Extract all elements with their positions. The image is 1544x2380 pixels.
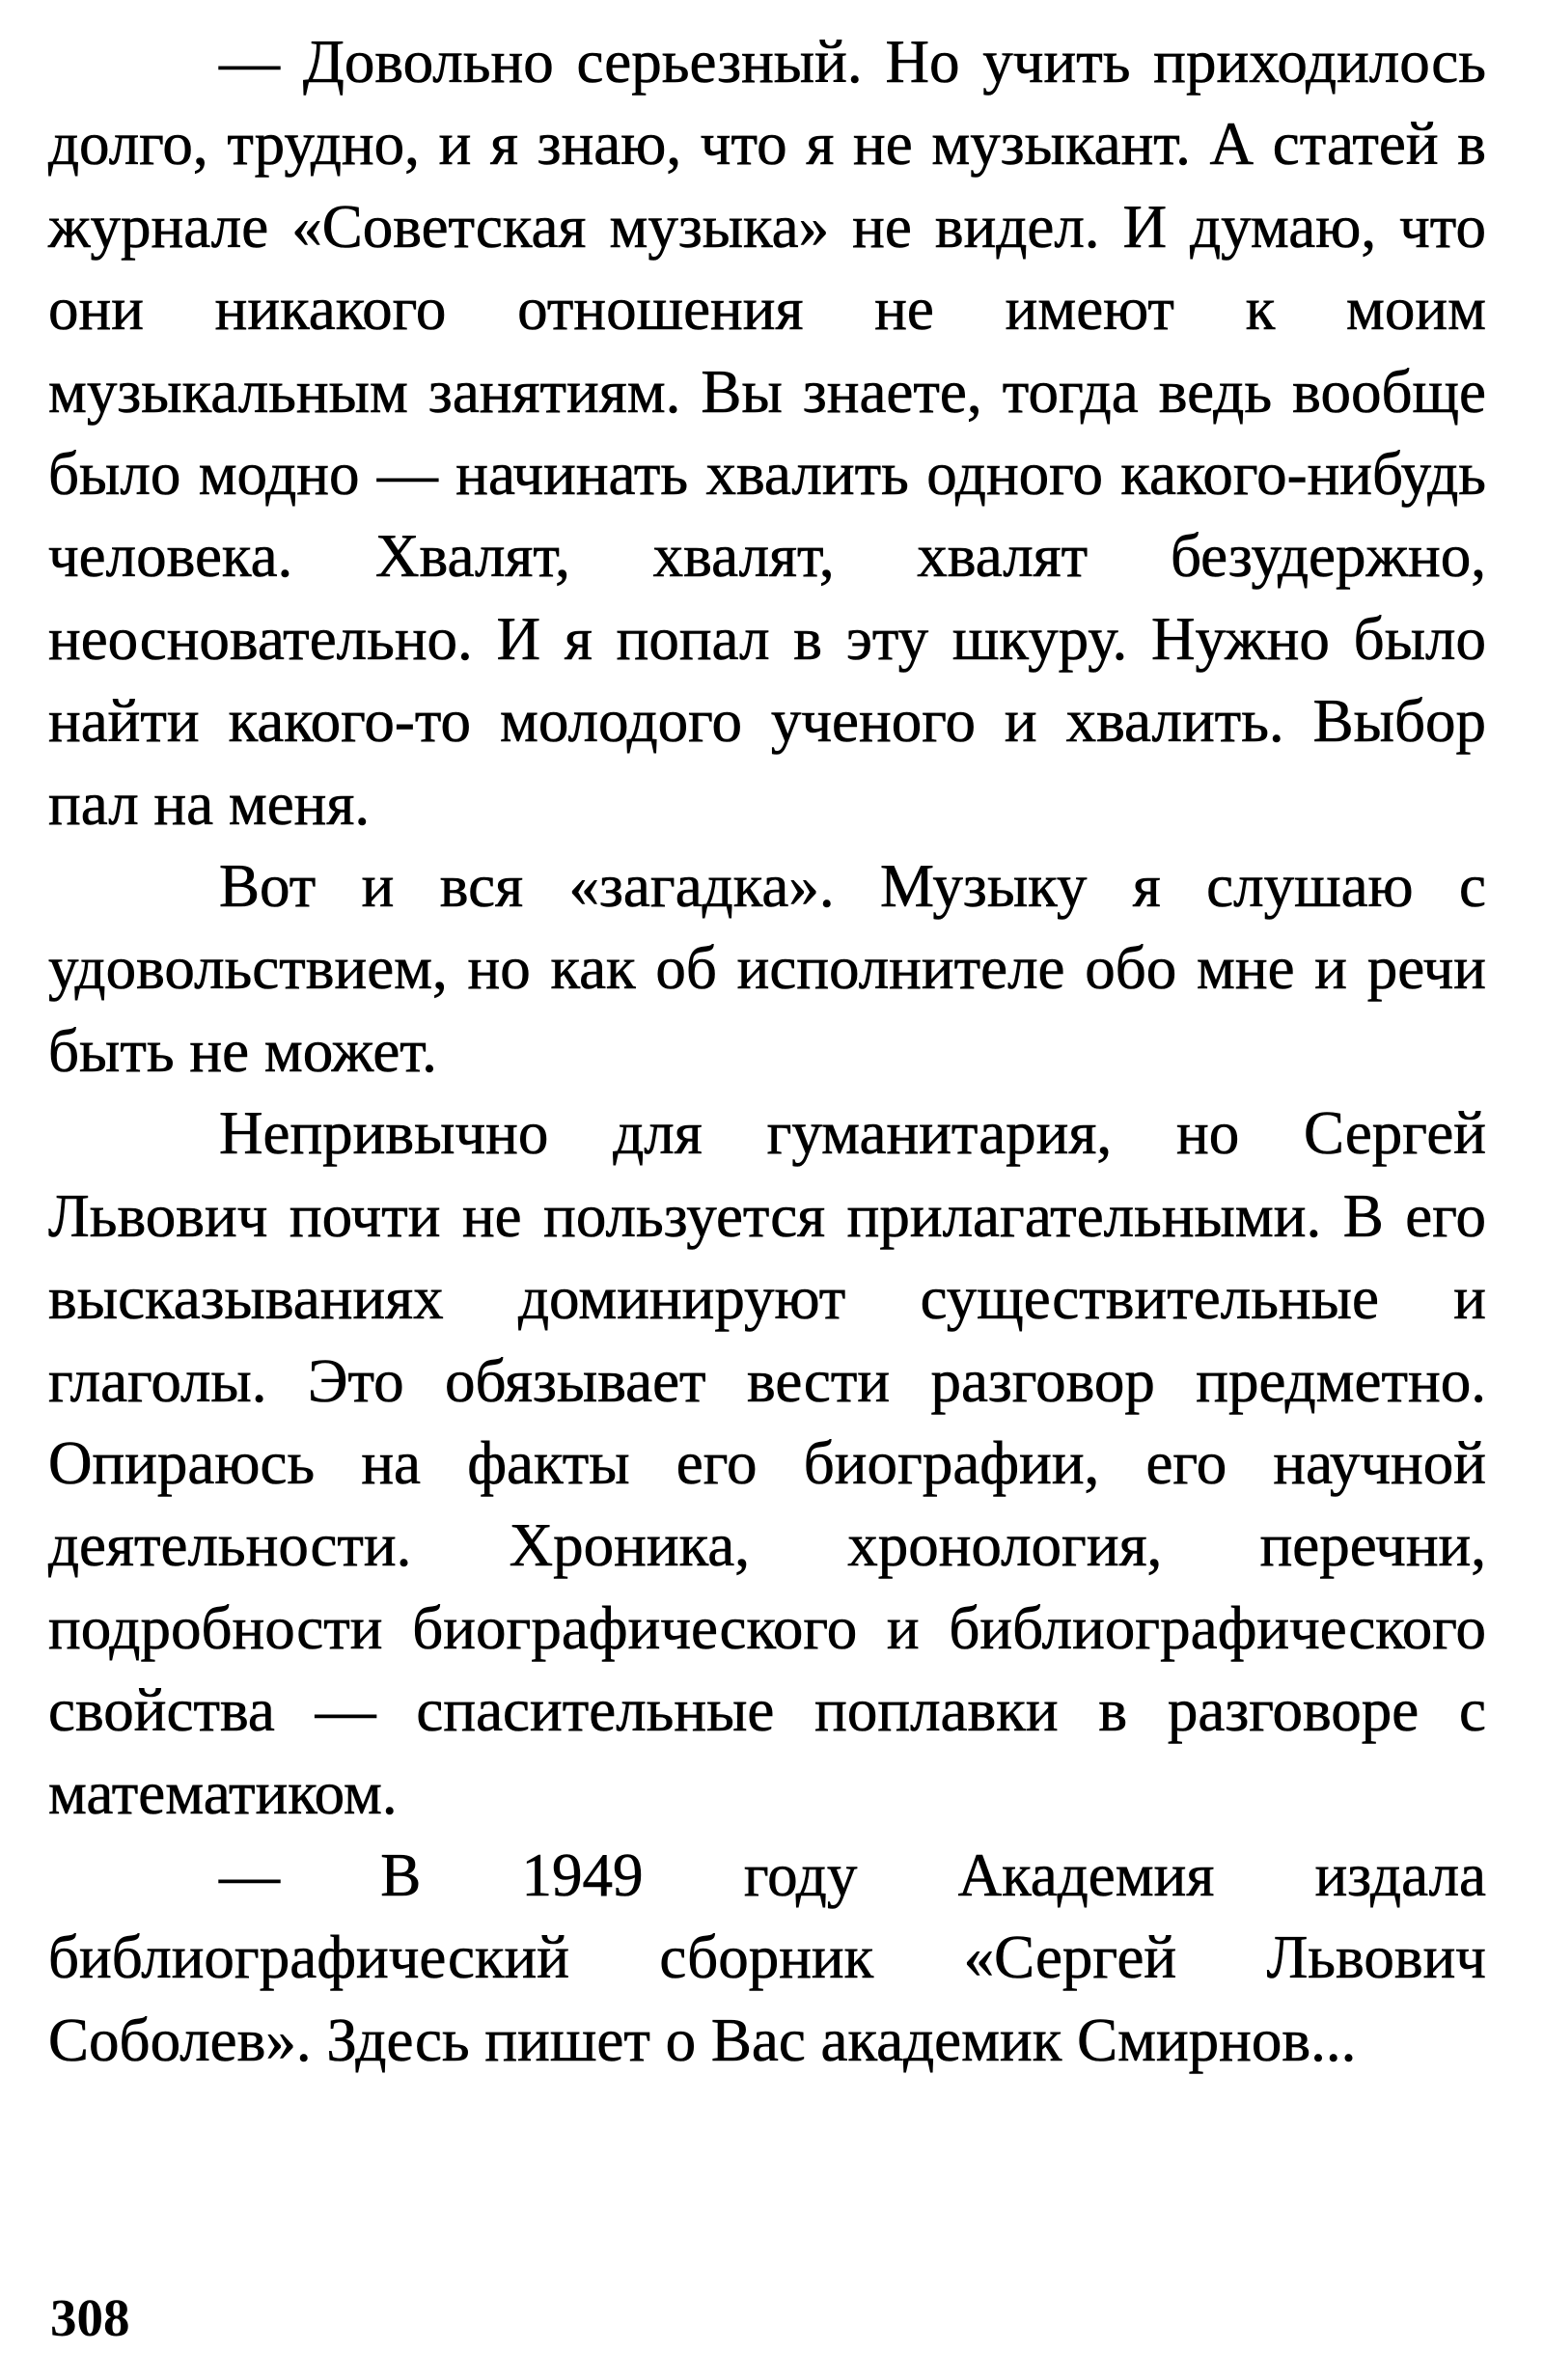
paragraph-answer-music: — Довольно серьезный. Но учить приходилось долго, трудно, и я знаю, что я не музыкант. А статей в журнале «Советская музыка» не видел. И думаю, что они никакого отношения не имеют к моим музыкальным занятиям. Вы знаете, тогда ведь вообще было модно — начинать хвалить одного какого-нибудь человека. Хвалят, хвалят, хвалят безудержно, неосновательно. И я попал в эту шкуру. Нужно было найти какого-то молодого ученого и хвалить. Выбор пал на меня.	[48, 28, 1486, 838]
paragraph-riddle: Вот и вся «загадка». Музыку я слушаю с удовольствием, но как об исполнителе обо мне и речи быть не может.	[48, 852, 1486, 1085]
paragraph-question-1949: — В 1949 году Академия издала библиографический сборник «Сергей Львович Соболев». Здесь пишет о Вас академик Смирнов...	[48, 1840, 1486, 2074]
paragraph-narrator-note: Непривычно для гуманитария, но Сергей Львович почти не пользуется прилагательными. В его высказываниях доминируют существительные и глаголы. Это обязывает вести разговор предметно. Опираюсь на факты его биографии, его научной деятельности. Хроника, хронология, перечни, подробности биографического и библиографического свойства — спасительные поплавки в разговоре с математиком.	[48, 1099, 1486, 1827]
body-text	[48, 21, 1486, 2082]
page-number: 308	[50, 2288, 130, 2347]
